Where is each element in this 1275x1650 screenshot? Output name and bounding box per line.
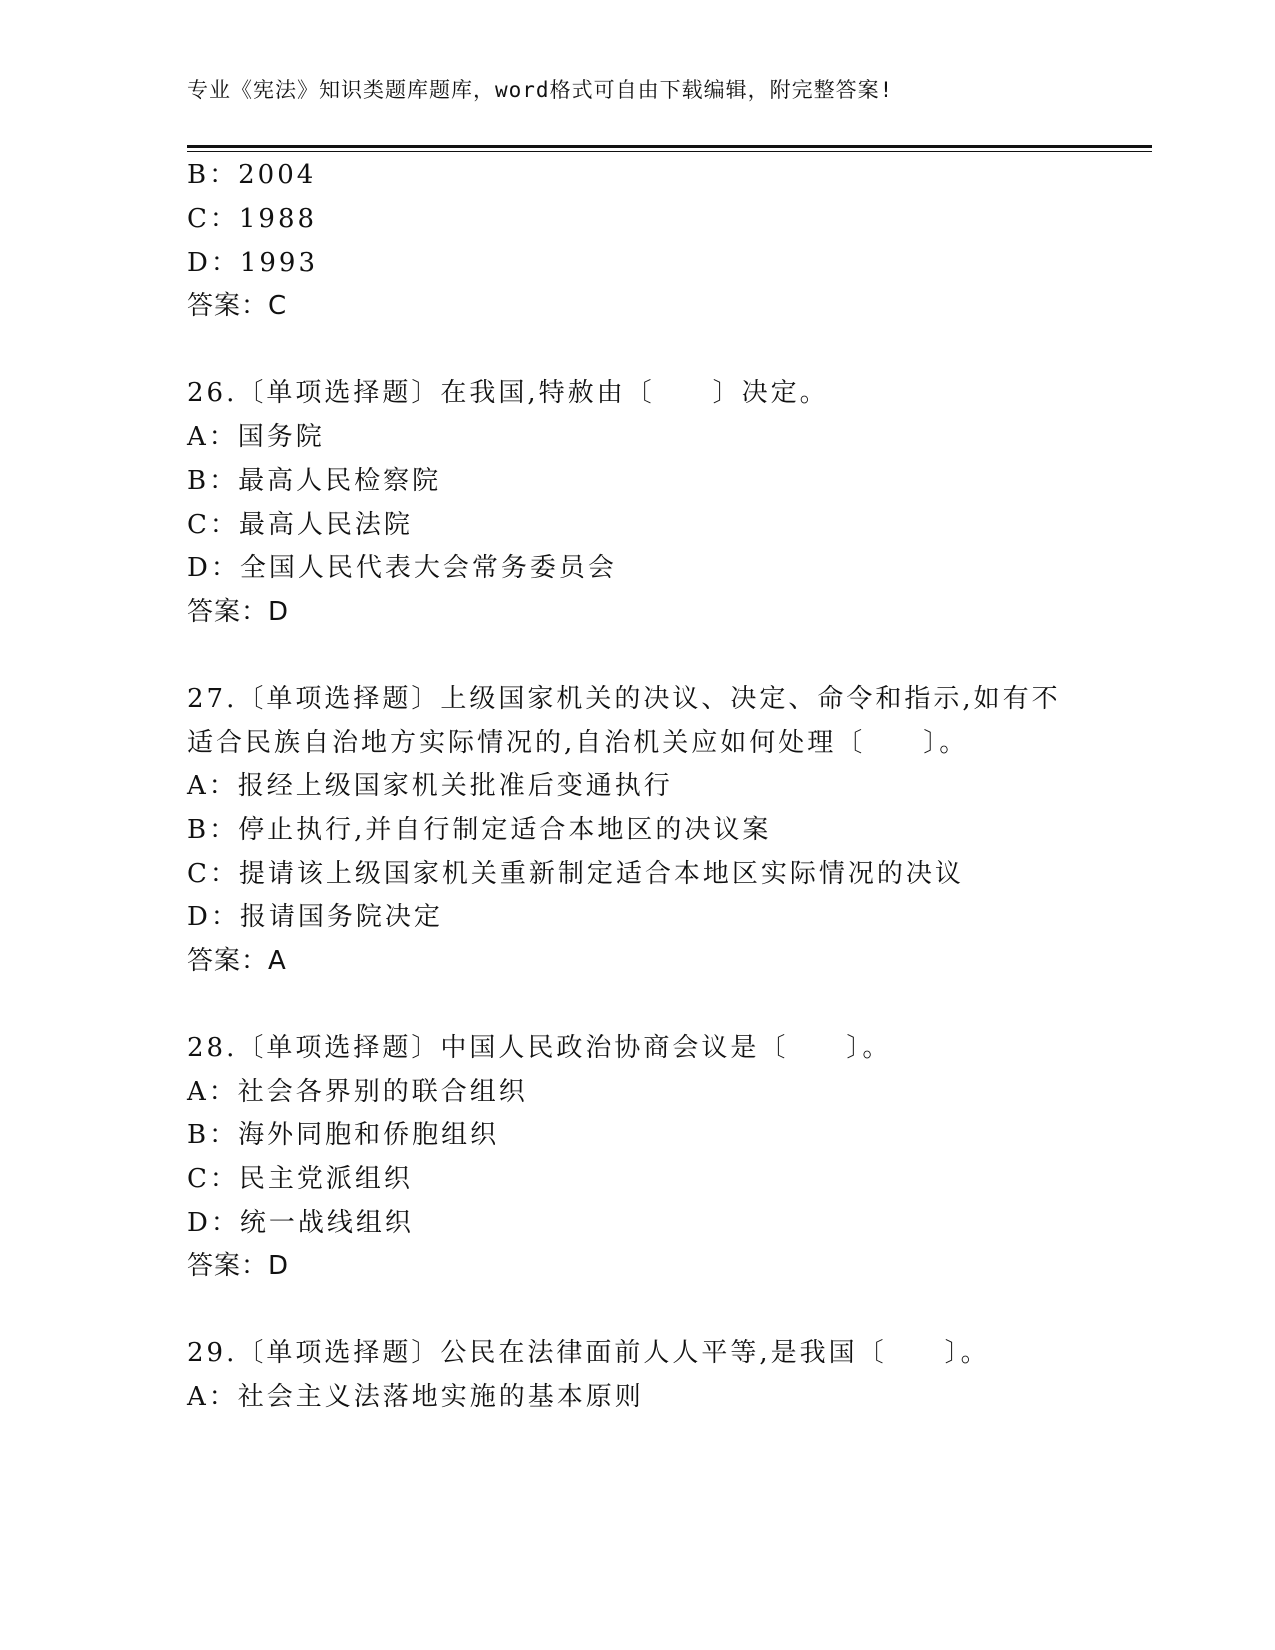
q27-stem-line-2: 适合民族自治地方实际情况的,自治机关应如何处理〔 〕。 <box>187 728 969 758</box>
q28-stem: 28.〔单项选择题〕中国人民政治协商会议是〔 〕。 <box>187 1033 892 1063</box>
q27-stem-line-1: 27.〔单项选择题〕上级国家机关的决议、决定、命令和指示,如有不 <box>187 684 1061 714</box>
page-header: 专业《宪法》知识类题库题库，word格式可自由下载编辑，附完整答案! <box>187 78 894 102</box>
q27-option-b: B：停止执行,并自行制定适合本地区的决议案 <box>187 815 772 845</box>
q26-stem: 26.〔单项选择题〕在我国,特赦由〔 〕决定。 <box>187 378 829 408</box>
header-rule-thick <box>187 145 1152 148</box>
q26-option-a: A：国务院 <box>187 422 325 452</box>
q29-stem: 29.〔单项选择题〕公民在法律面前人人平等,是我国〔 〕。 <box>187 1338 990 1368</box>
q28-option-d: D：统一战线组织 <box>187 1208 414 1238</box>
q27-option-d: D：报请国务院决定 <box>187 902 443 932</box>
q26-option-b: B：最高人民检察院 <box>187 466 442 496</box>
q26-option-d: D：全国人民代表大会常务委员会 <box>187 553 617 583</box>
q27-option-a: A：报经上级国家机关批准后变通执行 <box>187 771 673 801</box>
q26-answer: 答案：D <box>187 597 290 627</box>
q25-option-c: C：1988 <box>187 204 318 234</box>
q25-answer: 答案：C <box>187 291 288 321</box>
q26-option-c: C：最高人民法院 <box>187 510 413 540</box>
header-rule-thin <box>187 151 1152 152</box>
q25-option-d: D：1993 <box>187 248 319 278</box>
q28-option-b: B：海外同胞和侨胞组织 <box>187 1120 500 1150</box>
q25-option-b: B：2004 <box>187 160 317 190</box>
q29-option-a: A：社会主义法落地实施的基本原则 <box>187 1382 644 1412</box>
q27-answer: 答案：A <box>187 946 287 976</box>
q28-option-a: A：社会各界别的联合组织 <box>187 1077 528 1107</box>
q28-answer: 答案：D <box>187 1251 290 1281</box>
q28-option-c: C：民主党派组织 <box>187 1164 413 1194</box>
q27-option-c: C：提请该上级国家机关重新制定适合本地区实际情况的决议 <box>187 859 964 889</box>
